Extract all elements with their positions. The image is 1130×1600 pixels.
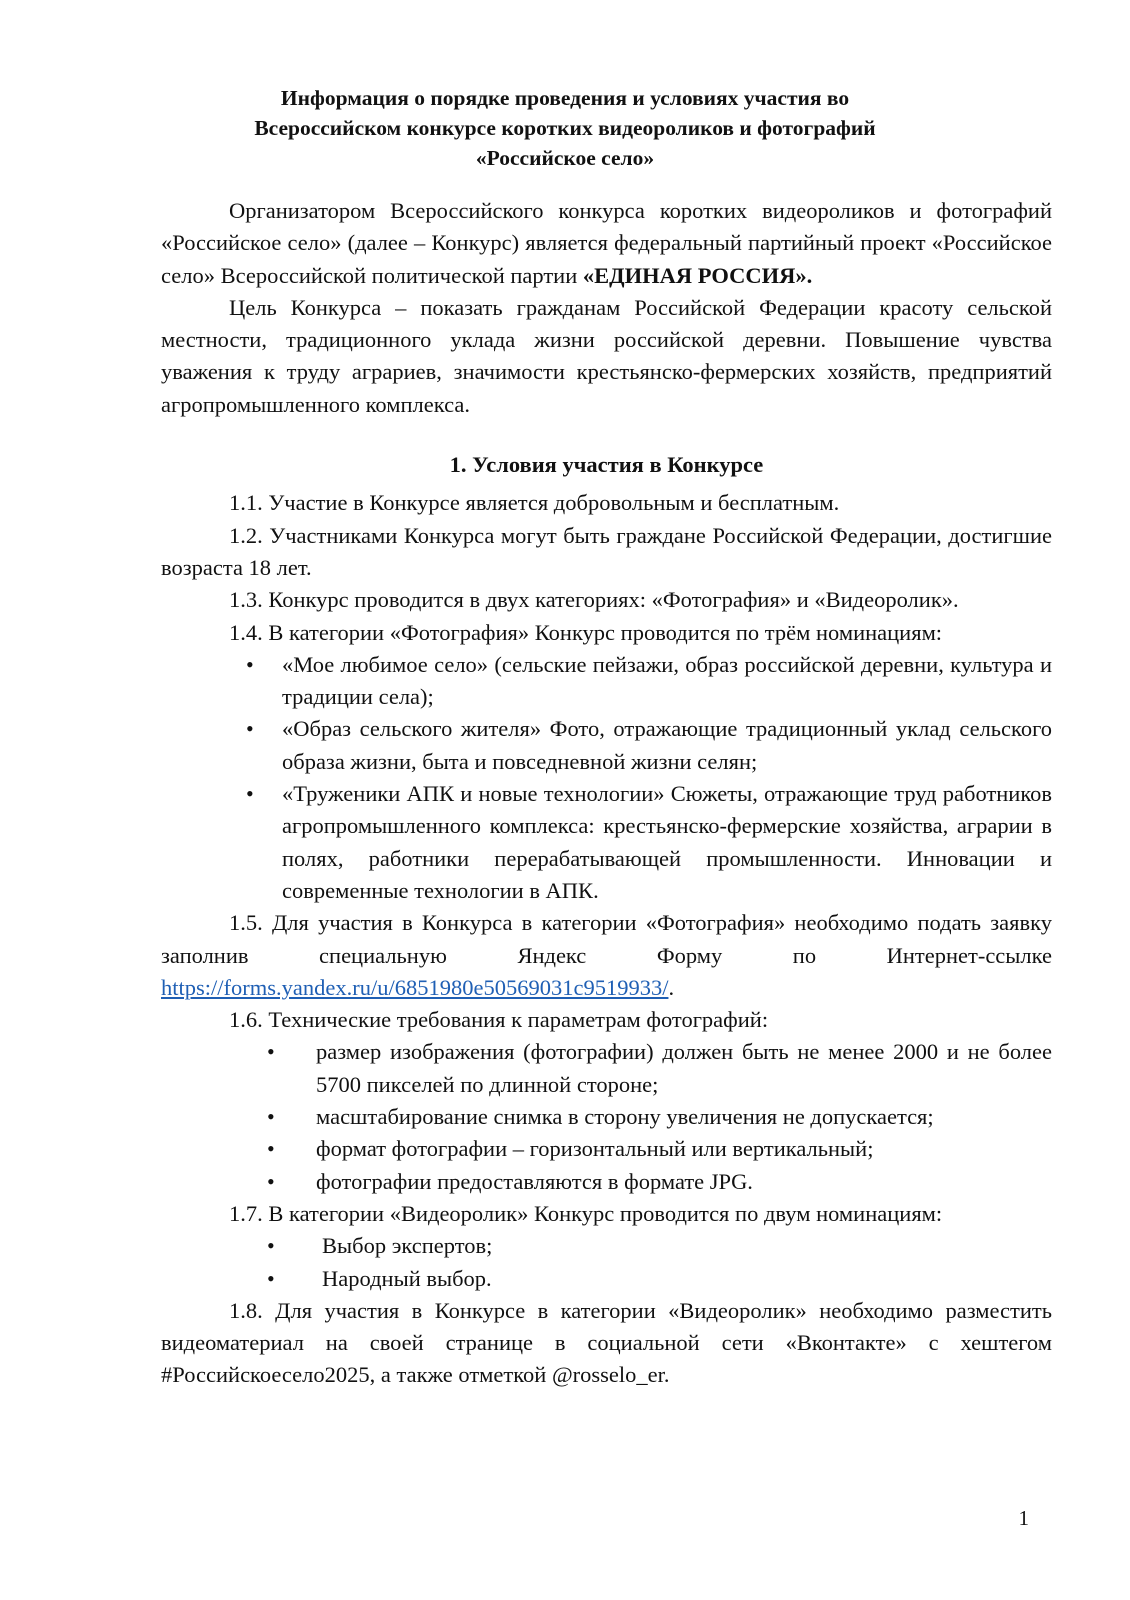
list-item: • «Труженики АПК и новые технологии» Сюжеты, отражающие труд работников агропромышленного комплекса: крестьянско-фермерские хозяйства, аграрии в полях, работники перерабатывающей промышленности. Инновации и современные технологии в АПК. — [161, 778, 1052, 907]
list-item: • фотографии предоставляются в формате JPG. — [161, 1166, 1052, 1198]
clause-1-5-link-line — [161, 972, 1052, 1004]
list-item: • Выбор экспертов; — [161, 1230, 1052, 1262]
clause-1-3: 1.3. Конкурс проводится в двух категориях: «Фотография» и «Видеоролик». — [229, 587, 959, 613]
list-item: • «Мое любимое село» (сельские пейзажи, образ российской деревни, культура и традиции села); — [161, 649, 1052, 714]
list-item: • формат фотографии – горизонтальный или вертикальный; — [161, 1133, 1052, 1165]
clause-1-2: 1.2. Участниками Конкурса могут быть граждане Российской Федерации, достигшие возраста 18 лет. — [161, 522, 1052, 580]
clause-1-5: 1.5. Для участия в Конкурса в категории «Фотография» необходимо подать заявку заполнив специальную Яндекс Форму по Интернет-ссылке — [161, 910, 1052, 968]
yandex-form-link[interactable]: https://forms.yandex.ru/u/6851980e50569031c9519933/ — [161, 974, 669, 1000]
intro-paragraph-organizer — [161, 195, 1052, 292]
tech-requirements-list — [161, 1036, 1052, 1197]
document-body — [161, 195, 1052, 1392]
intro-paragraph-goal: Цель Конкурса – показать гражданам Российской Федерации красоту сельской местности, традиционного уклада жизни российской деревни. Повышение чувства уважения к труду аграриев, значимости крестьянско-фермерских хозяйств, предприятий агропромышленного комплекса. — [161, 294, 1052, 417]
photo-nominations-list — [161, 649, 1052, 907]
intro-organizer-text: Организатором Всероссийского конкурса коротких видеороликов и фотографий «Российское село» (далее – Конкурс) является федеральный партийный проект «Российское село» Всероссийской политической партии — [161, 198, 1052, 288]
video-nominations-list — [161, 1230, 1052, 1295]
title-line-2: Всероссийском конкурсе коротких видеороликов и фотографий — [254, 116, 876, 140]
clause-1-7: 1.7. В категории «Видеоролик» Конкурс проводится по двум номинациям: — [229, 1200, 943, 1226]
page-number: 1 — [1018, 1506, 1029, 1530]
party-name: «ЕДИНАЯ РОССИЯ». — [582, 262, 813, 288]
link-period: . — [668, 974, 675, 1000]
document-title — [0, 83, 1130, 173]
clause-1-6: 1.6. Технические требования к параметрам фотографий: — [229, 1007, 769, 1033]
section-heading: 1. Условия участия в Конкурсе — [449, 452, 764, 478]
clause-1-1: 1.1. Участие в Конкурсе является добровольным и бесплатным. — [229, 490, 840, 516]
list-item: • размер изображения (фотографии) должен быть не менее 2000 и не более 5700 пикселей по длинной стороне; — [161, 1036, 1052, 1101]
list-item: • масштабирование снимка в сторону увеличения не допускается; — [161, 1101, 1052, 1133]
clause-1-4: 1.4. В категории «Фотография» Конкурс проводится по трём номинациям: — [229, 619, 943, 645]
title-line-1: Информация о порядке проведения и условиях участия во — [280, 86, 850, 110]
list-item: • Народный выбор. — [161, 1263, 1052, 1295]
title-line-3: «Российское село» — [475, 146, 655, 170]
list-item: • «Образ сельского жителя» Фото, отражающие традиционный уклад сельского образа жизни, быта и повседневной жизни селян; — [161, 713, 1052, 778]
clause-1-8: 1.8. Для участия в Конкурсе в категории «Видеоролик» необходимо разместить видеоматериал на своей странице в социальной сети «Вконтакте» с хештегом #Российскоесело2025, а также отметкой @rosselo_er. — [161, 1297, 1052, 1388]
